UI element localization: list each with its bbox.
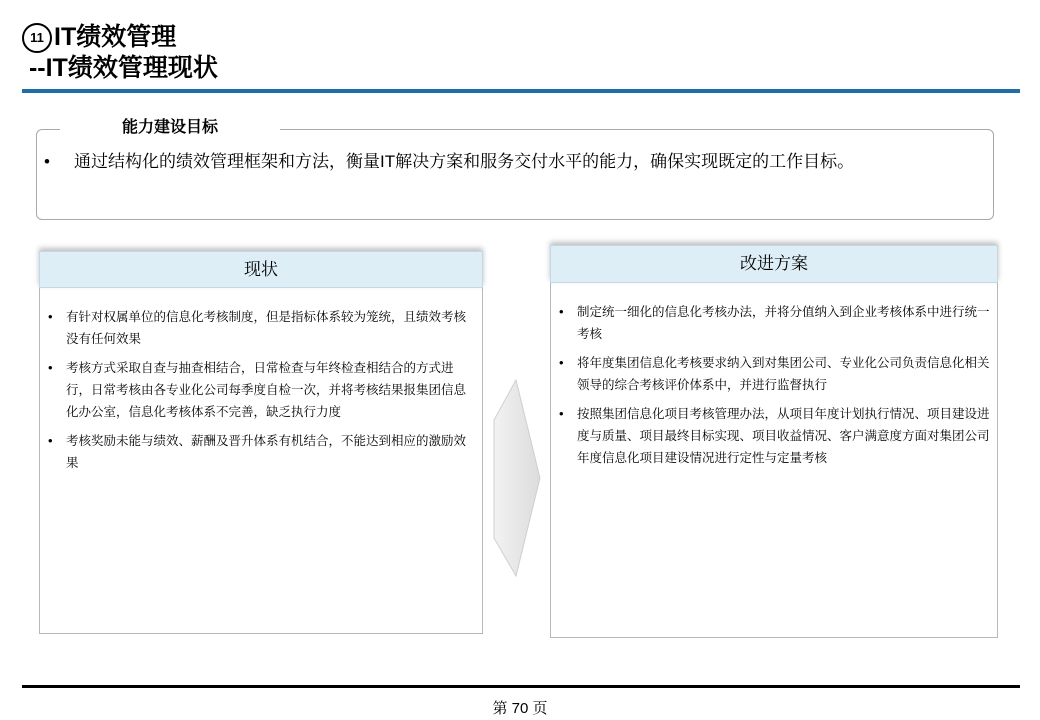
section-number-badge: 11 <box>22 23 52 53</box>
goal-bullet: • <box>44 152 50 171</box>
subtitle-text: --IT绩效管理现状 <box>22 54 218 82</box>
improvement-header <box>550 245 998 283</box>
list-item: • 考核方式采取自查与抽查相结合，日常检查与年终检查相结合的方式进行，日常考核由各专业化公司每季度自检一次，并将考核结果报集团信息化办公室，信息化考核体系不完善，缺乏执行力度 <box>42 357 476 423</box>
current-status-panel <box>39 287 483 634</box>
goal-text: 通过结构化的绩效管理框架和方法，衡量IT解决方案和服务交付水平的能力，确保实现既定的工作目标。 <box>74 152 855 171</box>
goal-heading: 能力建设目标 <box>60 116 280 140</box>
improvement-list <box>553 301 991 476</box>
current-status-list <box>42 306 476 481</box>
list-item: • 考核奖励未能与绩效、薪酬及晋升体系有机结合，不能达到相应的激励效果 <box>42 430 476 474</box>
improvement-panel <box>550 282 998 638</box>
improvement-title: 改进方案 <box>740 254 808 273</box>
page-number: 第 70 页 <box>492 700 548 717</box>
right-arrow-icon <box>490 376 542 580</box>
title-divider <box>22 89 1020 93</box>
list-item: • 按照集团信息化项目考核管理办法，从项目年度计划执行情况、项目建设进度与质量、项目最终目标实现、项目收益情况、客户满意度方面对集团公司年度信息化项目建设情况进行定性与定量考核 <box>553 403 991 469</box>
title-line-1 <box>22 22 218 53</box>
title-text: IT绩效管理 <box>54 23 177 51</box>
list-item: • 制定统一细化的信息化考核办法，并将分值纳入到企业考核体系中进行统一考核 <box>553 301 991 345</box>
list-item: • 将年度集团信息化考核要求纳入到对集团公司、专业化公司负责信息化相关领导的综合考核评价体系中，并进行监督执行 <box>553 352 991 396</box>
goal-statement <box>44 149 854 175</box>
list-item: • 有针对权属单位的信息化考核制度，但是指标体系较为笼统，且绩效考核没有任何效果 <box>42 306 476 350</box>
current-status-title: 现状 <box>244 260 278 279</box>
slide-title <box>22 22 218 84</box>
footer-divider <box>22 685 1020 688</box>
current-status-header <box>39 251 483 288</box>
